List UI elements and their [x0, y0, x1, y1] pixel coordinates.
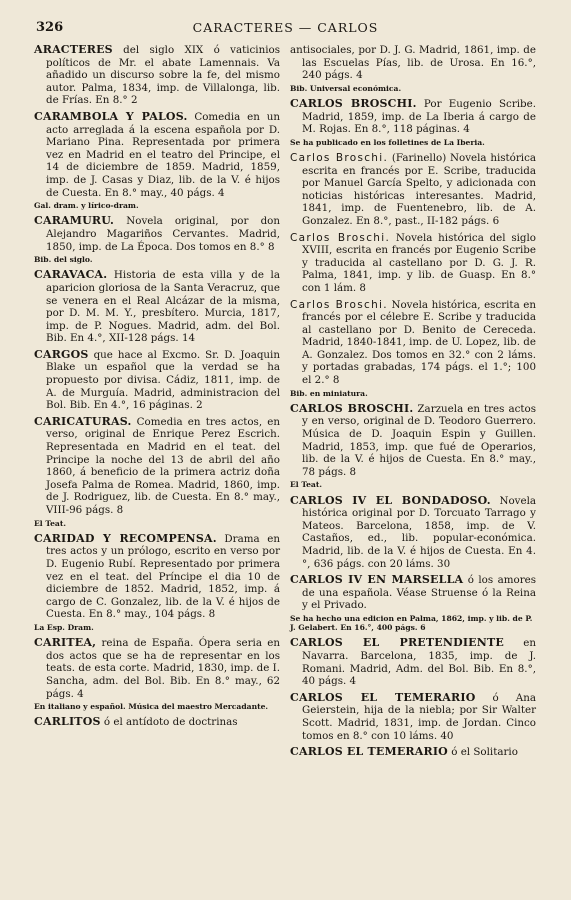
entry-headword: CARAVACA. — [34, 268, 108, 282]
entry-note: En italiano y español. Música del maestro Mercadante. — [34, 702, 269, 712]
catalog-entry — [290, 44, 536, 82]
catalog-entry — [34, 269, 280, 345]
catalog-entry — [34, 44, 280, 107]
entry-headword: CARLOS BROSCHI. — [290, 96, 417, 110]
entry-headword: CARITEA, — [34, 636, 97, 650]
entry-headword: CARLOS IV EN MARSELLA — [290, 573, 464, 587]
entry-text: Novela histórica del siglo XVIII, escrita en francés por Eugenio Scribe y traducida al castellano por D. G. J. R. Palma, 1841, imp. y lib. de Guasp. En 8.° con 1 lám. 8 — [302, 231, 536, 294]
entry-text: ó los amores de una española. Véase Struense ó la Reina y el Privado. — [302, 574, 537, 612]
catalog-entry — [290, 403, 536, 479]
entry-text: Novela histórica, escrita en francés por el célebre E. Scribe y traducida al castellano por D. Benito de Cereceda. Madrid, 1840-1841, imp. de U. Lopez, lib. de A. Gonzalez. Dos tomos en 32.° con 2 láms. y portadas grabadas, 174 págs. el 1.°; 100 el 2.° 8 — [302, 298, 536, 387]
entry-headword: CARAMURU. — [34, 214, 115, 228]
entry-text: ó el Solitario — [447, 746, 518, 759]
entry-note: Bib. Universal económica. — [290, 83, 402, 93]
entry-text: Comedia en tres actos, en verso, original de Enrique Perez Escrich. Representada en Madrid en el teat. del Principe la noche del 13 de abril del año 1860, á beneficio de la primera actriz doña Josefa Palma de Romea. Madrid, 1860, imp. de J. Rodriguez, lib. de Cuesta. En 8.° may., VIII-96 págs. 8 — [46, 415, 280, 516]
entry-headword: CARICATURAS. — [34, 414, 132, 428]
catalog-entry — [290, 98, 536, 136]
catalog-entry — [290, 299, 536, 387]
entry-text: ó Ana Geierstein, hija de la niebla; por Sir Walter Scott. Madrid, 1831, imp. de Jordan. Cinco tomos en 8.° con 10 láms. 40 — [302, 691, 536, 742]
entry-note: Se ha hecho una edicion en Palma, 1862, imp. y lib. de P. J. Gelabert. En 16.°, 400 págs. 6 — [290, 613, 533, 633]
entry-note: Gal. dram. y lírico-dram. — [34, 201, 139, 211]
entry-headword: CARLITOS — [34, 715, 101, 729]
entry-text: en Navarra. Barcelona, 1835, imp. de J. Romani. Madrid, Adm. del Bol. Bib. En 8.°, 40 págs. 4 — [302, 637, 536, 688]
entry-text: Por Eugenio Scribe. Madrid, 1859, imp. de La Iberia á cargo de M. Rojas. En 8.°, 118 páginas. 4 — [302, 97, 537, 136]
catalog-entry — [34, 637, 280, 700]
entry-headword: CARLOS EL TEMERARIO — [290, 745, 448, 759]
entry-note: Bib. en miniatura. — [290, 388, 368, 398]
entry-text: Comedia en un acto arreglada á la escena española por D. Mariano Pina. Representada por primera vez en Madrid en el teatro del Principe, el 14 de diciembre de 1859. Madrid, 1859, imp. de J. Casas y Diaz, lib. de la V. é hijos de Cuesta. En 8.° may., 40 págs. 4 — [46, 110, 280, 199]
left-column — [34, 44, 280, 733]
entry-headword: CARLOS IV EL BONDADOSO. — [290, 493, 491, 507]
catalog-entry — [34, 215, 280, 253]
entry-note: El Teat. — [34, 518, 66, 528]
entry-text: (Farinello) Novela histórica escrita en francés por E. Scribe, traducida por Manuel García Spelto, y adicionada con noticias históricas interesantes. Madrid, 1841, imp. de Fuentenebro, lib. de A. Gonzalez. En 8.°, past., II-182 págs. 6 — [302, 151, 536, 227]
entry-text: Drama en tres actos y un prólogo, escrito en verso por D. Eugenio Rubí. Representado por primera vez en el teat. del Príncipe el dia 10 de diciembre de 1852. Madrid, 1852, imp. á cargo de C. Gonzalez, lib. de la V. é hijos de Cuesta. En 8.° may., 104 págs. 8 — [46, 532, 280, 621]
entry-text: Historia de esta villa y de la aparicion gloriosa de la Santa Veracruz, que se venera en el Real Alcázar de la misma, por D. M. M. Y., presbítero. Murcia, 1817, imp. de P. Nogues. Madrid, adm. del Bol. Bib. En 4.°, XII-128 págs. 14 — [46, 269, 280, 345]
catalog-entry — [290, 152, 536, 228]
entry-text: Novela histórica original por D. Torcuato Tarrago y Mateos. Barcelona, 1858, imp. de V. Castaños, ed., lib. popular-económica. Madrid, lib. de la V. é hijos de Cuesta. En 4.°, 636 págs. con 20 láms. 30 — [302, 494, 537, 570]
catalog-entry — [290, 495, 536, 571]
catalog-entry — [34, 111, 280, 199]
catalog-entry — [290, 746, 536, 759]
entry-headword: CARLOS EL PRETENDIENTE — [290, 636, 504, 650]
catalog-entry — [34, 716, 280, 729]
entry-headword: CARIDAD Y RECOMPENSA. — [34, 531, 217, 545]
entry-headword: CARLOS BROSCHI. — [290, 401, 414, 415]
page-number: 326 — [36, 20, 64, 35]
entry-headword-spaced: Carlos Broschi. — [290, 231, 391, 244]
entry-note: Bib. del siglo. — [34, 255, 93, 265]
catalog-entry — [34, 416, 280, 517]
entry-text: ó el antídoto de doctrinas — [100, 716, 238, 729]
catalog-entry — [290, 232, 536, 295]
running-title: CARACTERES — CARLOS — [192, 20, 379, 35]
catalog-entry — [34, 533, 280, 621]
entry-note: El Teat. — [290, 480, 322, 490]
entry-headword-spaced: Carlos Broschi. — [290, 151, 389, 164]
entry-text: que hace al Excmo. Sr. D. Joaquin Blake un español que la verdad se ha propuesto por divisa. Cádiz, 1811, imp. de A. de Murguía. Madrid, administracion del Bol. Bib. En 4.°, 16 páginas. 2 — [46, 348, 280, 412]
entry-text: antisociales, por D. J. G. Madrid, 1861, imp. de las Escuelas Pías, lib. de Urosa. En 16.°, 240 págs. 4 — [290, 44, 536, 82]
entry-headword: CARGOS — [34, 347, 89, 361]
entry-note: La Esp. Dram. — [34, 622, 94, 632]
right-column — [290, 44, 536, 763]
catalog-entry — [290, 574, 536, 612]
entry-text: reina de España. Ópera seria en dos actos que se ha de representar en los teats. de esta corte. Madrid, 1830, imp. de I. Sancha, adm. del Bol. Bib. En 8.° may., 62 págs. 4 — [46, 637, 280, 700]
catalog-entry — [34, 349, 280, 412]
catalog-entry — [290, 692, 536, 742]
catalog-entry — [290, 637, 536, 687]
entry-headword: CARLOS EL TEMERARIO — [290, 690, 476, 704]
entry-text: Novela original, por don Alejandro Magariños Cervantes. Madrid, 1850, imp. de La Época. Dos tomos en 8.° 8 — [46, 215, 280, 253]
page-header — [0, 20, 571, 40]
entry-note: Se ha publicado en los folletines de La Iberia. — [290, 137, 485, 147]
entry-text: Zarzuela en tres actos y en verso, original de D. Teodoro Guerrero. Música de D. Joaquin Espin y Guillen. Madrid, 1853, imp. que fué de Operarios, lib. de la V. é hijos de Cuesta. En 8.° may., 78 págs. 8 — [302, 402, 536, 478]
entry-headword: ARACTERES — [34, 43, 113, 56]
entry-text: del siglo XIX ó vaticinios políticos de Mr. el abate Lamennais. Va añadido un discurso sobre la fe, del mismo autor. Palma, 1834, imp. de Villalonga, lib. de Frías. En 8.° 2 — [46, 44, 280, 107]
entry-headword-spaced: Carlos Broschi. — [290, 298, 388, 311]
entry-headword: CARAMBOLA Y PALOS. — [34, 109, 188, 123]
